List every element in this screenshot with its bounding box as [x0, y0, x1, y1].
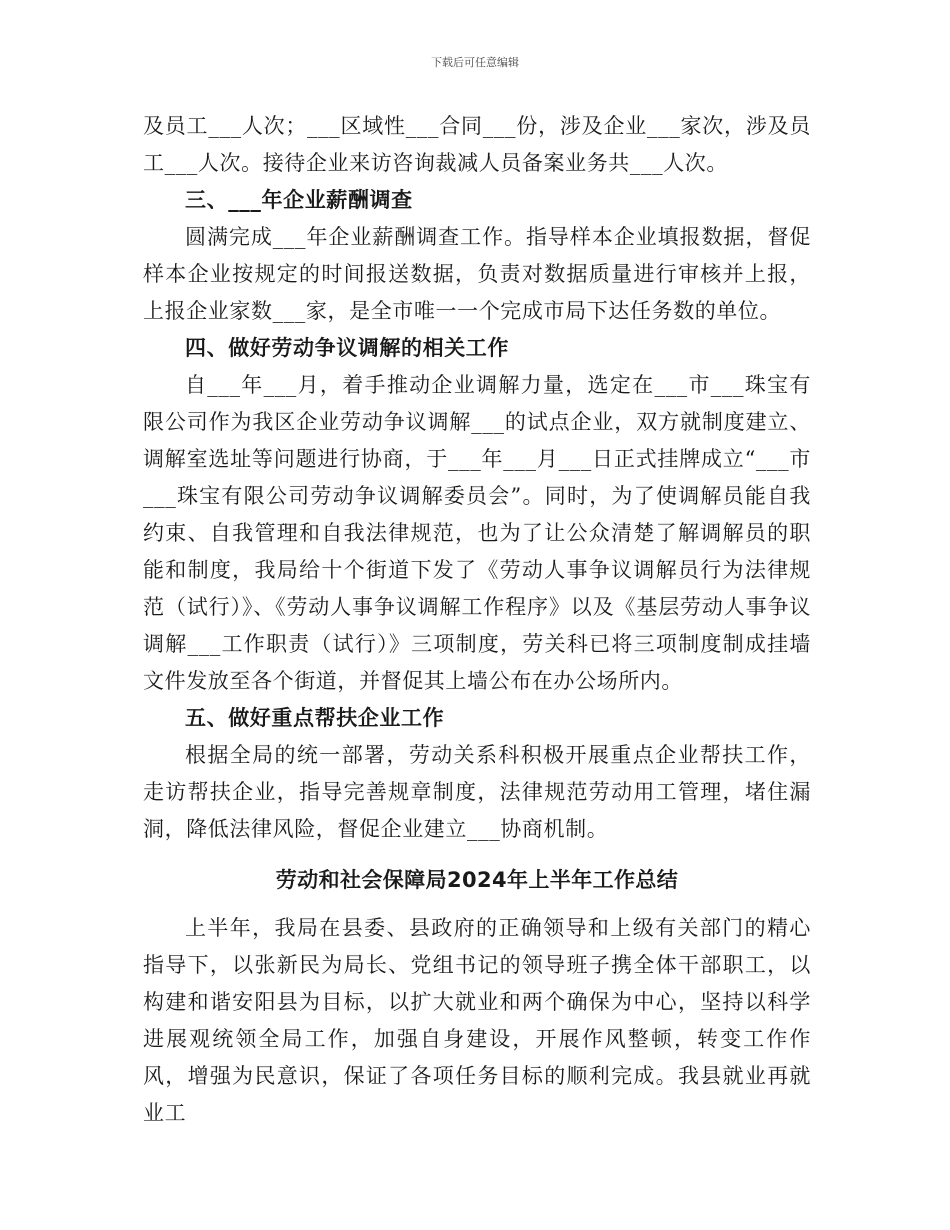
paragraph-salary-survey: 圆满完成___年企业薪酬调查工作。指导样本企业填报数据，督促样本企业按规定的时间报送数据，负责对数据质量进行审核并上报，上报企业家数___家，是全市唯一一个完成市局下达任务数的单位。 [143, 225, 811, 323]
document-body [143, 108, 811, 1132]
paragraph-key-support: 根据全局的统一部署，劳动关系科积极开展重点企业帮扶工作，走访帮扶企业，指导完善规章制度，法律规范劳动用工管理，堵住漏洞，降低法律风险，督促企业建立___协商机制。 [143, 743, 811, 841]
paragraph-continuation: 及员工___人次；___区域性___合同___份，涉及企业___家次，涉及员工___人次。接待企业来访咨询裁减人员备案业务共___人次。 [143, 114, 811, 175]
document-title: 劳动和社会保障局2024年上半年工作总结 [275, 868, 679, 892]
page-header-note: 下载后可任意编辑 [431, 56, 519, 69]
section-heading-5: 五、做好重点帮扶企业工作 [185, 706, 445, 730]
paragraph-summary: 上半年，我局在县委、县政府的正确领导和上级有关部门的精心指导下，以张新民为局长、党组书记的领导班子携全体干部职工，以构建和谐安阳县为目标，以扩大就业和两个确保为中心，坚持以科学进展观统领全局工作，加强自身建设，开展作风整顿，转变工作作风，增强为民意识，保证了各项任务目标的顺利完成。我县就业再就业工 [143, 916, 811, 1125]
section-heading-3: 三、___年企业薪酬调查 [185, 188, 413, 212]
paragraph-labor-dispute: 自___年___月，着手推动企业调解力量，选定在___市___珠宝有限公司作为我区企业劳动争议调解___的试点企业，双方就制度建立、调解室选址等问题进行协商，于___年___月___日正式挂牌成立“___市___珠宝有限公司劳动争议调解委员会”。同时，为了使调解员能自我约束、自我管理和自我法律规范，也为了让公众清楚了解调解员的职能和制度，我局给十个街道下发了《劳动人事争议调解员行为法律规范（试行）》、《劳动人事争议调解工作程序》以及《基层劳动人事争议调解___工作职责（试行）》三项制度，劳关科已将三项制度制成挂墙文件发放至各个街道，并督促其上墙公布在办公场所内。 [143, 373, 811, 693]
section-heading-4: 四、做好劳动争议调解的相关工作 [185, 336, 509, 360]
